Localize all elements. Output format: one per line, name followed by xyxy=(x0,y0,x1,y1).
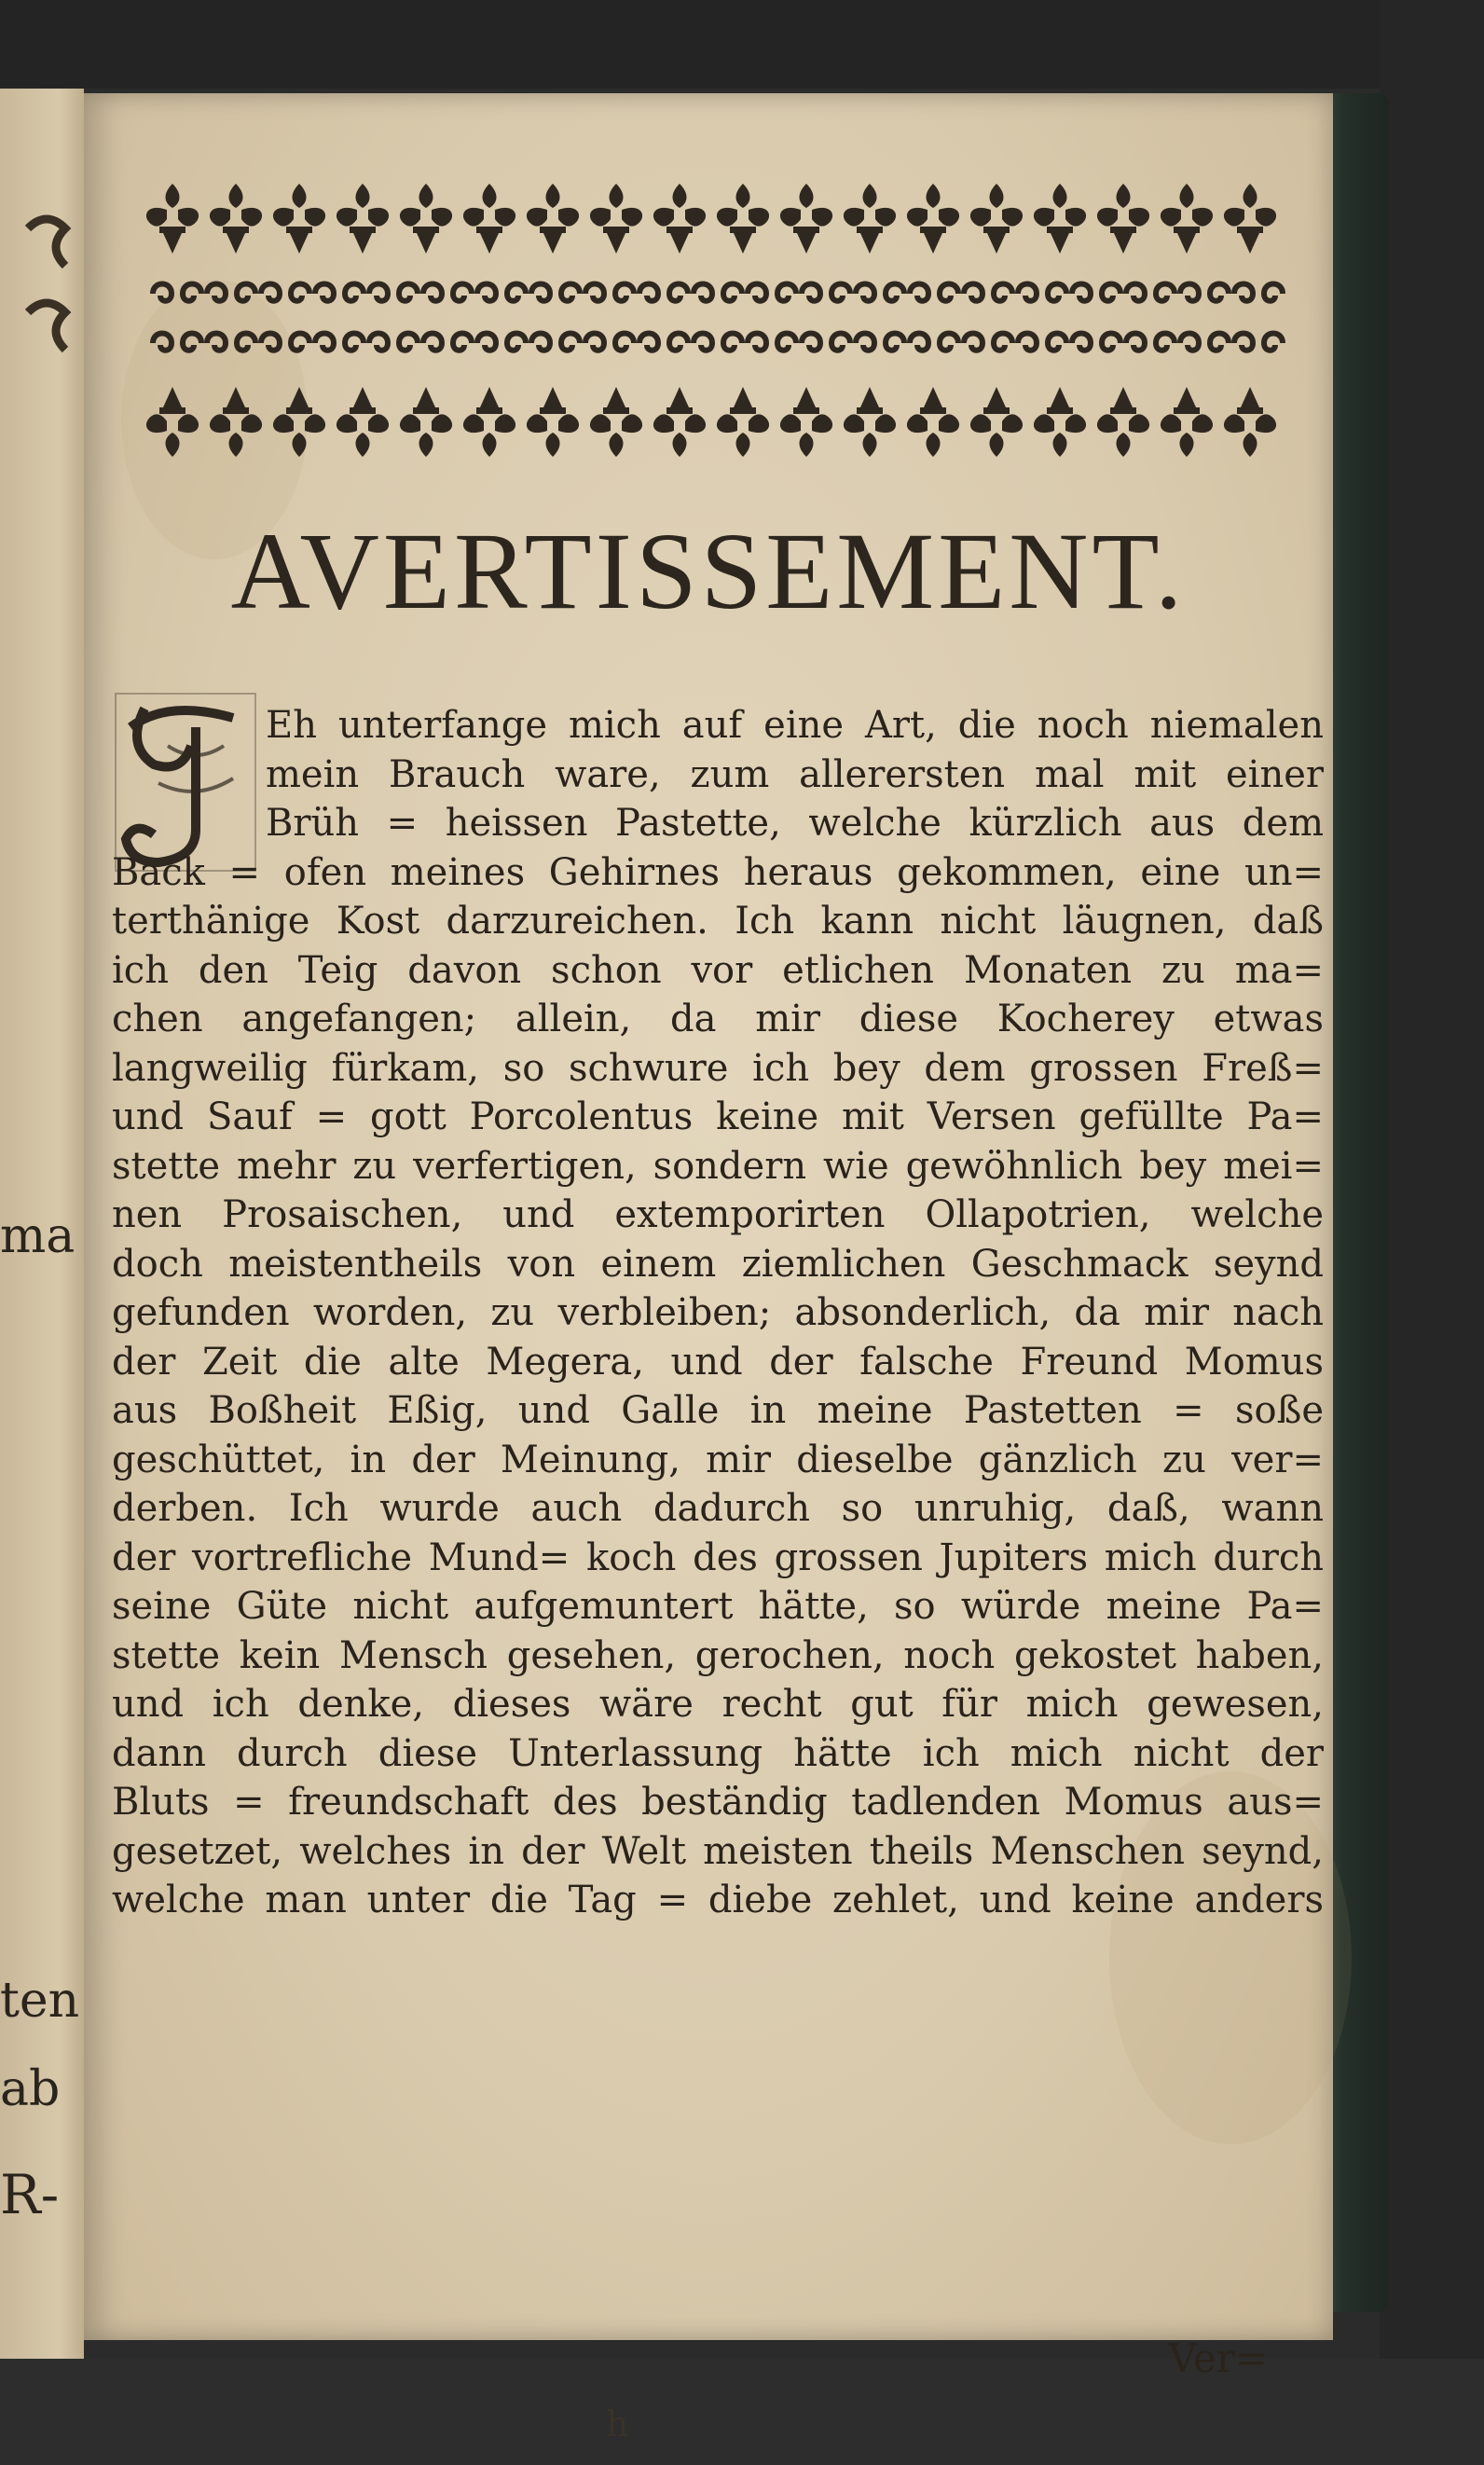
catchword: Ver= xyxy=(1168,2335,1268,2381)
signature-mark: h xyxy=(606,2403,629,2444)
left-page-fragment: ma xyxy=(0,1208,76,1264)
book-page xyxy=(84,93,1333,2444)
text-line: doch meistentheils von einem ziemlichen Geschmack seynd xyxy=(112,1242,1324,1286)
body-text xyxy=(112,701,1324,1925)
text-line: Bluts = freundschaft des beständig tadlenden Momus aus= xyxy=(112,1781,1324,1824)
text-line: welche man unter die Tag = diebe zehlet, und keine anders xyxy=(112,1879,1324,1921)
text-line: ich den Teig davon schon vor etlichen Monaten zu ma= xyxy=(112,948,1324,992)
text-line: Back = ofen meines Gehirnes heraus gekommen, eine un= xyxy=(112,850,1324,894)
headpiece-ornament xyxy=(140,177,1305,466)
text-line: mein Brauch ware, zum allerersten mal mit einer xyxy=(266,752,1324,796)
left-page-edge xyxy=(0,89,84,2359)
left-page-fragment: ten xyxy=(0,1973,80,2029)
text-line: und Sauf = gott Porcolentus keine mit Versen gefüllte Pa= xyxy=(112,1095,1324,1138)
left-page-ornament xyxy=(0,191,84,434)
text-line: der Zeit die alte Megera, und der falsche Freund Momus xyxy=(112,1340,1324,1384)
text-line: stette mehr zu verfertigen, sondern wie gewöhnlich bey mei= xyxy=(112,1144,1324,1188)
text-line: gesetzet, welches in der Welt meisten theils Menschen seynd, xyxy=(112,1829,1324,1873)
page-title: AVERTISSEMENT. xyxy=(230,510,1187,632)
text-line: gefunden worden, zu verbleiben; absonderlich, da mir nach xyxy=(112,1291,1324,1334)
text-line: terthänige Kost darzureichen. Ich kann nicht läugnen, daß xyxy=(112,900,1324,943)
text-line: Brüh = heissen Pastette, welche kürzlich aus dem xyxy=(266,802,1324,845)
text-line: langweilig fürkam, so schwure ich bey dem grossen Freß= xyxy=(112,1046,1324,1090)
text-line: seine Güte nicht aufgemuntert hätte, so würde meine Pa= xyxy=(112,1585,1324,1628)
text-line: chen angefangen; allein, da mir diese Kocherey etwas xyxy=(112,998,1324,1040)
background-top xyxy=(0,0,1484,89)
left-page-fragment: R- xyxy=(0,2163,60,2226)
left-page-fragment: ab xyxy=(0,2061,61,2117)
text-line: Eh unterfange mich auf eine Art, die noch niemalen xyxy=(266,704,1324,747)
text-line: stette kein Mensch gesehen, gerochen, noch gekostet haben, xyxy=(112,1633,1324,1677)
text-line: derben. Ich wurde auch dadurch so unruhig, daß, wann xyxy=(112,1487,1324,1530)
text-line: und ich denke, dieses wäre recht gut für mich gewesen, xyxy=(112,1683,1324,1726)
text-line: nen Prosaischen, und extemporirten Ollapotrien, welche xyxy=(112,1193,1324,1236)
text-line: der vortrefliche Mund= koch des grossen Jupiters mich durch xyxy=(112,1535,1324,1579)
text-line: dann durch diese Unterlassung hätte ich mich nicht der xyxy=(112,1731,1324,1775)
text-line: aus Boßheit Eßig, und Galle in meine Pastetten = soße xyxy=(112,1389,1324,1432)
background-right xyxy=(1380,0,1484,2465)
text-line: geschüttet, in der Meinung, mir dieselbe gänzlich zu ver= xyxy=(112,1438,1324,1481)
